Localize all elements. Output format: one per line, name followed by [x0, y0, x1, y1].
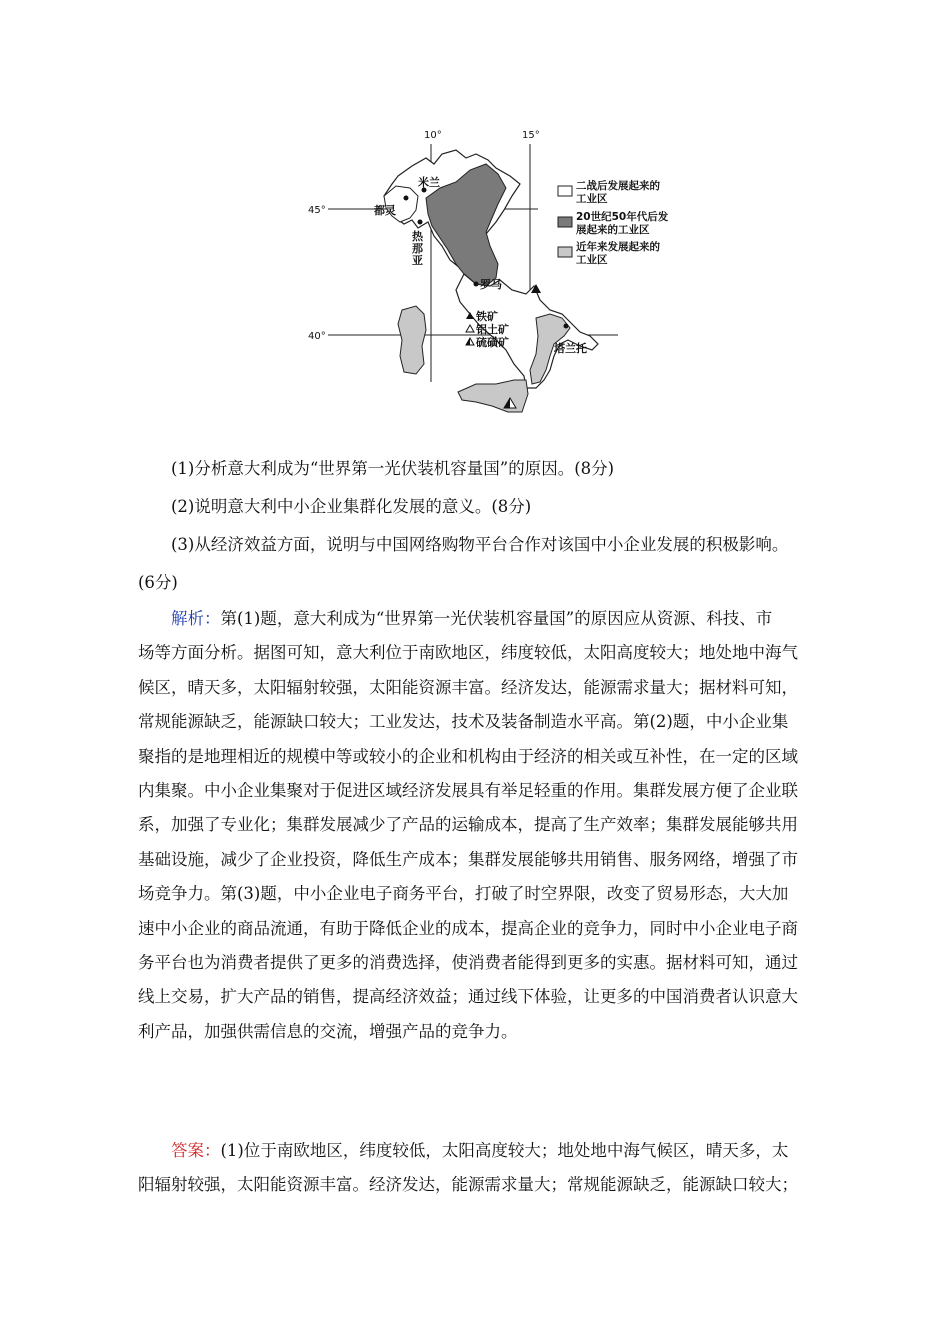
taranto-label: 塔兰托 [554, 342, 587, 355]
analysis-label: 解析： [171, 609, 221, 628]
rome-dot [474, 282, 479, 287]
analysis-line-8: 场竞争力。第(3)题，中小企业电子商务平台，打破了时空界限，改变了贸易形态，大大加 [138, 884, 789, 904]
lon-label-15: 15° [522, 130, 540, 141]
genoa-label-3: 亚 [412, 254, 423, 267]
analysis-line-0 [138, 602, 814, 636]
analysis-text-0: 第(1)题，意大利成为“世界第一光伏装机容量国”的原因应从资源、科技、市 [220, 609, 773, 628]
lon-label-10: 10° [424, 130, 442, 141]
analysis-line-1: 场等方面分析。据图可知，意大利位于南欧地区，纬度较低，太阳高度较大；地处地中海气 [138, 643, 798, 663]
question-3: (3)从经济效益方面，说明与中国网络购物平台合作对该国中小企业发展的积极影响。 [171, 535, 789, 554]
legend-3-line2: 工业区 [576, 254, 608, 266]
analysis-line-7: 基础设施，减少了企业投资，降低生产成本；集群发展能够共用销售、服务网络，增强了市 [138, 849, 798, 869]
milan-label: 米兰 [418, 176, 440, 189]
turin-label: 都灵 [374, 204, 396, 217]
italy-industry-map [300, 118, 700, 448]
bauxite-key-label: 铝土矿 [476, 323, 509, 336]
answer-text-0: (1)位于南欧地区，纬度较低，太阳高度较大；地处地中海气候区，晴天多，太 [220, 1141, 789, 1160]
legend-2-line1: 20世纪50年代后发 [576, 211, 669, 223]
analysis-block [138, 602, 814, 1049]
iron-key-label: 铁矿 [476, 310, 498, 323]
legend-swatch-gray [558, 247, 572, 257]
analysis-line-3: 常规能源缺乏，能源缺口较大；工业发达，技术及装备制造水平高。第(2)题，中小企业集 [138, 712, 789, 732]
question-1: (1)分析意大利成为“世界第一光伏装机容量国”的原因。(8分) [171, 459, 615, 478]
question-3-score: (6分) [138, 573, 178, 592]
genoa-label-1: 热 [412, 230, 423, 243]
legend-swatch-dark [558, 217, 572, 227]
rome-label: 罗马 [480, 278, 502, 291]
answer-line-0 [138, 1134, 814, 1168]
legend-3-line1: 近年来发展起来的 [576, 241, 660, 253]
legend-swatch-white [558, 186, 572, 196]
sicily-island [458, 380, 528, 412]
analysis-line-10: 务平台也为消费者提供了更多的消费选择，使消费者能得到更多的实惠。据材料可知，通过 [138, 953, 798, 973]
analysis-line-11: 线上交易，扩大产品的销售，提高经济效益；通过线下体验，让更多的中国消费者认识意大 [138, 987, 798, 1007]
analysis-line-4: 聚指的是地理相近的规模中等或较小的企业和机构由于经济的相关或互补性，在一定的区域 [138, 746, 798, 766]
analysis-line-6: 系，加强了专业化；集群发展减少了产品的运输成本，提高了生产效率；集群发展能够共用 [138, 815, 798, 835]
legend-1-line1: 二战后发展起来的 [576, 180, 660, 192]
analysis-line-12: 利产品，加强供需信息的交流，增强产品的竞争力。 [138, 1021, 518, 1041]
analysis-line-9: 速中小企业的商品流通，有助于降低企业的成本，提高企业的竞争力，同时中小企业电子商 [138, 918, 798, 938]
genoa-dot [418, 220, 423, 225]
lat-label-45: 45° [308, 205, 326, 216]
sulfur-key-label: 硫磺矿 [476, 336, 509, 349]
lat-label-40: 40° [308, 331, 326, 342]
answer-label: 答案： [171, 1141, 221, 1160]
legend-2-line2: 展起来的工业区 [576, 224, 650, 236]
sardinia-island [398, 306, 426, 374]
analysis-line-5: 内集聚。中小企业集聚对于促进区域经济发展具有举足轻重的作用。集群发展方便了企业联 [138, 781, 798, 801]
answer-block [138, 1134, 814, 1203]
turin-dot [404, 196, 409, 201]
legend-1-line2: 工业区 [576, 193, 608, 205]
question-2: (2)说明意大利中小企业集群化发展的意义。(8分) [171, 497, 532, 516]
taranto-dot [564, 324, 569, 329]
genoa-label-2: 那 [412, 242, 423, 255]
analysis-line-2: 候区，晴天多，太阳辐射较强，太阳能资源丰富。经济发达，能源需求量大；据材料可知， [138, 677, 798, 697]
answer-line-1: 阳辐射较强，太阳能资源丰富。经济发达，能源需求量大；常规能源缺乏，能源缺口较大； [138, 1175, 798, 1195]
bauxite-key-icon [466, 325, 474, 332]
